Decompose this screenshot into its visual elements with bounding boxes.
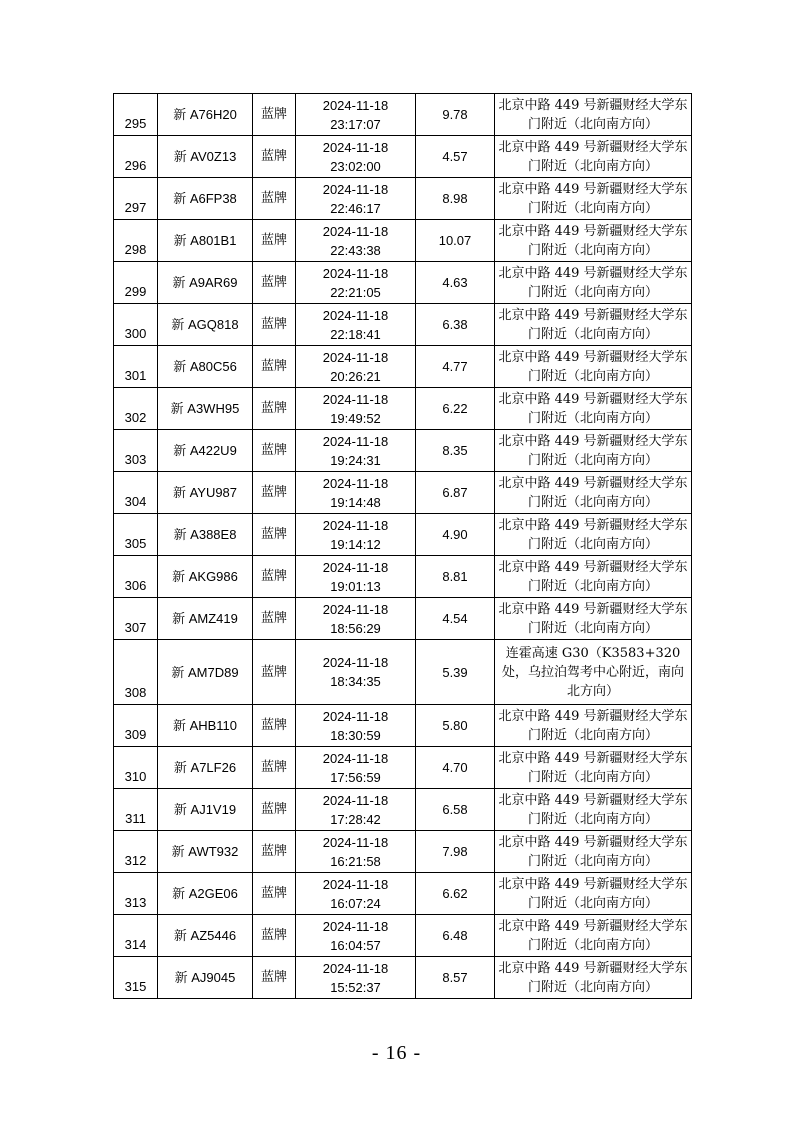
location: 北京中路 449 号新疆财经大学东门附近（北向南方向）: [495, 136, 692, 178]
record-number: 304: [114, 472, 158, 514]
capture-time: 22:46:17: [330, 200, 381, 216]
speed-value: 8.57: [416, 957, 495, 999]
capture-date: 2024-11-18: [322, 876, 389, 892]
capture-datetime: [296, 957, 416, 999]
plate-number: 新 AJ1V19: [158, 789, 253, 831]
speed-value: 6.38: [416, 304, 495, 346]
record-number: 297: [114, 178, 158, 220]
capture-date: 2024-11-18: [322, 349, 389, 365]
plate-color: 蓝牌: [253, 178, 296, 220]
plate-number: 新 AV0Z13: [158, 136, 253, 178]
plate-color: 蓝牌: [253, 957, 296, 999]
capture-time: 22:18:41: [330, 326, 381, 342]
location: 北京中路 449 号新疆财经大学东门附近（北向南方向）: [495, 915, 692, 957]
capture-time: 16:21:58: [330, 853, 381, 869]
capture-date: 2024-11-18: [322, 181, 389, 197]
capture-time: 19:24:31: [330, 452, 381, 468]
speed-value: 8.98: [416, 178, 495, 220]
capture-datetime: [296, 304, 416, 346]
plate-number: 新 A3WH95: [158, 388, 253, 430]
plate-number: 新 AHB110: [158, 705, 253, 747]
table-row: [114, 705, 692, 747]
capture-date: 2024-11-18: [322, 139, 389, 155]
speed-value: 4.63: [416, 262, 495, 304]
record-number: 312: [114, 831, 158, 873]
location: 北京中路 449 号新疆财经大学东门附近（北向南方向）: [495, 388, 692, 430]
plate-color: 蓝牌: [253, 430, 296, 472]
record-number: 295: [114, 94, 158, 136]
table-row: [114, 747, 692, 789]
speed-value: 4.57: [416, 136, 495, 178]
plate-number: 新 A6FP38: [158, 178, 253, 220]
record-number: 300: [114, 304, 158, 346]
table-row: [114, 136, 692, 178]
plate-color: 蓝牌: [253, 514, 296, 556]
plate-number: 新 AWT932: [158, 831, 253, 873]
capture-time: 17:56:59: [330, 769, 381, 785]
capture-date: 2024-11-18: [322, 655, 389, 670]
record-number: 308: [114, 640, 158, 705]
capture-datetime: [296, 178, 416, 220]
capture-date: 2024-11-18: [322, 223, 389, 239]
plate-color: 蓝牌: [253, 556, 296, 598]
speed-value: 6.58: [416, 789, 495, 831]
plate-color: 蓝牌: [253, 831, 296, 873]
location: 北京中路 449 号新疆财经大学东门附近（北向南方向）: [495, 705, 692, 747]
table-row: [114, 831, 692, 873]
capture-datetime: [296, 136, 416, 178]
plate-color: 蓝牌: [253, 472, 296, 514]
speed-value: 8.81: [416, 556, 495, 598]
location: 北京中路 449 号新疆财经大学东门附近（北向南方向）: [495, 556, 692, 598]
location: 北京中路 449 号新疆财经大学东门附近（北向南方向）: [495, 957, 692, 999]
location: 北京中路 449 号新疆财经大学东门附近（北向南方向）: [495, 346, 692, 388]
capture-time: 19:14:12: [330, 536, 381, 552]
plate-color: 蓝牌: [253, 94, 296, 136]
plate-color: 蓝牌: [253, 136, 296, 178]
capture-datetime: [296, 220, 416, 262]
capture-datetime: [296, 705, 416, 747]
plate-number: 新 A9AR69: [158, 262, 253, 304]
record-number: 307: [114, 598, 158, 640]
plate-number: 新 A801B1: [158, 220, 253, 262]
record-number: 310: [114, 747, 158, 789]
capture-datetime: [296, 472, 416, 514]
location: 北京中路 449 号新疆财经大学东门附近（北向南方向）: [495, 514, 692, 556]
plate-color: 蓝牌: [253, 304, 296, 346]
plate-color: 蓝牌: [253, 705, 296, 747]
capture-time: 19:01:13: [330, 578, 381, 594]
table-row: [114, 430, 692, 472]
capture-datetime: [296, 514, 416, 556]
capture-datetime: [296, 873, 416, 915]
capture-date: 2024-11-18: [322, 960, 389, 976]
speed-value: 9.78: [416, 94, 495, 136]
location: 北京中路 449 号新疆财经大学东门附近（北向南方向）: [495, 178, 692, 220]
record-number: 314: [114, 915, 158, 957]
capture-time: 23:02:00: [330, 158, 381, 174]
plate-number: 新 AJ9045: [158, 957, 253, 999]
plate-color: 蓝牌: [253, 598, 296, 640]
capture-datetime: [296, 430, 416, 472]
capture-date: 2024-11-18: [322, 475, 389, 491]
table-row: [114, 346, 692, 388]
plate-number: 新 A2GE06: [158, 873, 253, 915]
record-number: 299: [114, 262, 158, 304]
record-number: 296: [114, 136, 158, 178]
capture-date: 2024-11-18: [322, 265, 389, 281]
capture-time: 18:56:29: [330, 620, 381, 636]
location: 北京中路 449 号新疆财经大学东门附近（北向南方向）: [495, 598, 692, 640]
capture-time: 16:04:57: [330, 937, 381, 953]
capture-time: 16:07:24: [330, 895, 381, 911]
table-row: [114, 873, 692, 915]
capture-time: 20:26:21: [330, 368, 381, 384]
capture-datetime: [296, 831, 416, 873]
plate-color: 蓝牌: [253, 789, 296, 831]
capture-datetime: [296, 747, 416, 789]
plate-color: 蓝牌: [253, 915, 296, 957]
capture-time: 19:14:48: [330, 494, 381, 510]
table-row: [114, 514, 692, 556]
location: 北京中路 449 号新疆财经大学东门附近（北向南方向）: [495, 472, 692, 514]
speed-value: 4.54: [416, 598, 495, 640]
capture-time: 22:43:38: [330, 242, 381, 258]
speed-value: 5.80: [416, 705, 495, 747]
record-number: 309: [114, 705, 158, 747]
plate-number: 新 A422U9: [158, 430, 253, 472]
table-row: [114, 556, 692, 598]
table-row: [114, 94, 692, 136]
capture-date: 2024-11-18: [322, 792, 389, 808]
capture-time: 22:21:05: [330, 284, 381, 300]
speed-value: 6.22: [416, 388, 495, 430]
capture-datetime: [296, 388, 416, 430]
plate-color: 蓝牌: [253, 747, 296, 789]
capture-date: 2024-11-18: [322, 601, 389, 617]
table-row: [114, 598, 692, 640]
location: 北京中路 449 号新疆财经大学东门附近（北向南方向）: [495, 789, 692, 831]
location: 北京中路 449 号新疆财经大学东门附近（北向南方向）: [495, 747, 692, 789]
location: 北京中路 449 号新疆财经大学东门附近（北向南方向）: [495, 220, 692, 262]
plate-number: 新 A7LF26: [158, 747, 253, 789]
capture-datetime: [296, 346, 416, 388]
capture-date: 2024-11-18: [322, 750, 389, 766]
plate-color: 蓝牌: [253, 388, 296, 430]
speed-value: 8.35: [416, 430, 495, 472]
record-number: 305: [114, 514, 158, 556]
page-number: - 16 -: [371, 1042, 422, 1064]
record-number: 306: [114, 556, 158, 598]
plate-number: 新 A80C56: [158, 346, 253, 388]
capture-date: 2024-11-18: [322, 307, 389, 323]
capture-time: 23:17:07: [330, 116, 381, 132]
capture-time: 18:30:59: [330, 727, 381, 743]
plate-color: 蓝牌: [253, 873, 296, 915]
violation-records-table: [113, 93, 692, 999]
table-row: [114, 304, 692, 346]
table-row: [114, 472, 692, 514]
location: 北京中路 449 号新疆财经大学东门附近（北向南方向）: [495, 831, 692, 873]
table-row: [114, 957, 692, 999]
plate-number: 新 AM7D89: [158, 640, 253, 705]
record-number: 301: [114, 346, 158, 388]
table-row: [114, 262, 692, 304]
capture-time: 17:28:42: [330, 811, 381, 827]
capture-date: 2024-11-18: [322, 517, 389, 533]
location: 连霍高速 G30（K3583+320 处，乌拉泊驾考中心附近，南向北方向）: [495, 640, 692, 705]
capture-date: 2024-11-18: [322, 708, 389, 724]
table-row: [114, 220, 692, 262]
capture-datetime: [296, 640, 416, 705]
location: 北京中路 449 号新疆财经大学东门附近（北向南方向）: [495, 304, 692, 346]
table-row: [114, 178, 692, 220]
speed-value: 7.98: [416, 831, 495, 873]
table-row: [114, 789, 692, 831]
plate-color: 蓝牌: [253, 346, 296, 388]
capture-datetime: [296, 598, 416, 640]
record-number: 298: [114, 220, 158, 262]
plate-color: 蓝牌: [253, 262, 296, 304]
table-row: [114, 915, 692, 957]
location: 北京中路 449 号新疆财经大学东门附近（北向南方向）: [495, 262, 692, 304]
capture-datetime: [296, 94, 416, 136]
plate-color: 蓝牌: [253, 640, 296, 705]
capture-date: 2024-11-18: [322, 918, 389, 934]
speed-value: 4.90: [416, 514, 495, 556]
table-row: [114, 640, 692, 705]
capture-time: 15:52:37: [330, 979, 381, 995]
capture-datetime: [296, 789, 416, 831]
speed-value: 5.39: [416, 640, 495, 705]
plate-number: 新 AKG986: [158, 556, 253, 598]
speed-value: 4.77: [416, 346, 495, 388]
capture-datetime: [296, 556, 416, 598]
speed-value: 6.87: [416, 472, 495, 514]
plate-number: 新 AYU987: [158, 472, 253, 514]
plate-number: 新 AMZ419: [158, 598, 253, 640]
capture-date: 2024-11-18: [322, 559, 389, 575]
speed-value: 6.48: [416, 915, 495, 957]
records-table-container: [113, 93, 692, 999]
plate-number: 新 AGQ818: [158, 304, 253, 346]
record-number: 303: [114, 430, 158, 472]
plate-number: 新 AZ5446: [158, 915, 253, 957]
capture-datetime: [296, 915, 416, 957]
plate-color: 蓝牌: [253, 220, 296, 262]
capture-datetime: [296, 262, 416, 304]
speed-value: 6.62: [416, 873, 495, 915]
capture-date: 2024-11-18: [322, 834, 389, 850]
capture-date: 2024-11-18: [322, 97, 389, 113]
record-number: 311: [114, 789, 158, 831]
capture-time: 19:49:52: [330, 410, 381, 426]
record-number: 313: [114, 873, 158, 915]
capture-date: 2024-11-18: [322, 391, 389, 407]
table-body: [114, 94, 692, 999]
record-number: 315: [114, 957, 158, 999]
plate-number: 新 A388E8: [158, 514, 253, 556]
speed-value: 4.70: [416, 747, 495, 789]
table-row: [114, 388, 692, 430]
plate-number: 新 A76H20: [158, 94, 253, 136]
capture-date: 2024-11-18: [322, 433, 389, 449]
speed-value: 10.07: [416, 220, 495, 262]
location: 北京中路 449 号新疆财经大学东门附近（北向南方向）: [495, 94, 692, 136]
record-number: 302: [114, 388, 158, 430]
capture-time: 18:34:35: [330, 674, 381, 689]
location: 北京中路 449 号新疆财经大学东门附近（北向南方向）: [495, 873, 692, 915]
location: 北京中路 449 号新疆财经大学东门附近（北向南方向）: [495, 430, 692, 472]
